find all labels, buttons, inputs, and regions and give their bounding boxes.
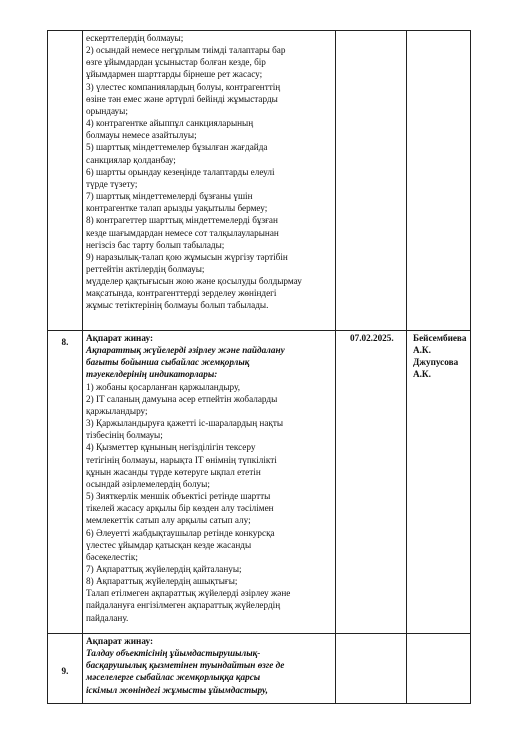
table-row-9 — [48, 634, 471, 704]
text-line: бағыты бойынша сыбайлас жемқорлық — [86, 357, 250, 368]
text-line: мүдделер қақтығысын жою және қосылуды болдырмау — [86, 276, 302, 287]
text-line: 5) Зияткерлік меншік объектісі ретінде шартты — [86, 491, 271, 502]
text-line: 5) шарттық міндеттемелер бұзылған жағдайда — [86, 142, 268, 153]
text-line: пайдалану. — [86, 612, 129, 623]
text-line: 6) Әлеуетті жабдықтаушылар ретінде конкурсқа — [86, 527, 275, 538]
text-line: тәуекелдерінің индикаторлары: — [86, 369, 218, 380]
text-line: 7) шарттық міндеттемелерді бұзғаны үшін — [86, 191, 253, 202]
responsible-name: Бейсембиева — [413, 333, 467, 343]
section-heading: Ақпарат жинау: — [86, 636, 153, 646]
text-line: 1) жобаны қосарланған қаржыландыру, — [86, 381, 240, 392]
row-number: 8. — [48, 331, 83, 634]
risk-indicators-cell — [83, 31, 336, 331]
text-line: 2) осындай немесе негұрлым тиімді талаптары бар — [86, 45, 286, 56]
text-line: мақсатында, контрагенттерді зерделеу жөніндегі — [86, 288, 277, 299]
text-line: мемлекеттік сатып алу арқылы сатып алу; — [86, 515, 251, 526]
text-line: өзге ұйымдардан ұсыныстар болған кезде, бір — [86, 57, 266, 68]
responsible-cell — [407, 634, 471, 704]
text-line: түрде түзету; — [86, 178, 138, 189]
text-line: 3) Қаржыландыруға қажетті іс-шаралардың нақты — [86, 418, 284, 429]
text-line: іскімыл жөніндегі жұмысты ұйымдастыру, — [86, 684, 268, 695]
responsible-initials: А.К. — [413, 369, 431, 380]
text-line: Талдау объектісінің ұйымдастырушылық- — [86, 648, 261, 659]
text-line: өзіне тән емес және әртүрлі бейінді жұмыстарды — [86, 93, 278, 104]
indicator-list — [86, 32, 332, 312]
text-line: 2) IT саланың дамуына әсер етпейтін жобаларды — [86, 393, 278, 404]
text-line: тетігінің болмауы, нарықта IT өнімнің түпкілікті — [86, 454, 277, 465]
risk-indicators-cell — [83, 331, 336, 634]
text-line: Ақпараттық жүйелерді әзірлеу және пайдалану — [86, 345, 285, 356]
text-line: осындай әзірлемелердің болуы; — [86, 478, 210, 489]
responsible-persons — [407, 331, 471, 634]
text-line: ұйымдармен шарттарды бірнеше рет жасасу; — [86, 69, 263, 80]
text-line: бәсекелестік; — [86, 551, 138, 562]
row-number-cell — [48, 31, 83, 331]
text-line: орындауы; — [86, 105, 128, 116]
responsible-name: Джупусова — [413, 357, 459, 368]
text-line: 9) наразылық-талап қою жұмысын жүргізу тәртібін — [86, 251, 288, 262]
text-line: 6) шартты орындау кезеңінде талаптарды елеулі — [86, 166, 275, 177]
responsible-cell — [407, 31, 471, 331]
text-line: контрагентке талап арызды уақытылы бермеу; — [86, 203, 268, 214]
table-row-prev — [48, 31, 471, 331]
section-subheading — [86, 647, 332, 696]
text-line: санкциялар қолданбау; — [86, 154, 176, 165]
row-number: 9. — [48, 634, 83, 704]
section-subheading — [86, 344, 332, 380]
text-line: басқарушылық қызметінен туындайтын өзге де — [86, 660, 285, 671]
text-line: кезде шағымдардан немесе сот талқылауларынан — [86, 227, 279, 238]
text-line: 8) контрагеттер шарттық міндеттемелерді бұзған — [86, 215, 278, 226]
text-line: жұмыс тетіктерінің болмауы болып табылады. — [86, 300, 269, 311]
deadline-date: 07.02.2025. — [336, 331, 407, 634]
indicator-list — [86, 381, 332, 624]
text-line: тізбесінің болмауы; — [86, 430, 163, 441]
responsible-initials: А.К. — [413, 345, 431, 356]
text-line: болмауы немесе азайтылуы; — [86, 130, 197, 141]
text-line: 7) Ақпараттық жүйелердің қайталануы; — [86, 563, 242, 574]
deadline-cell — [336, 31, 407, 331]
deadline-cell — [336, 634, 407, 704]
text-line: 3) үлестес компаниялардың болуы, контрагенттің — [86, 81, 281, 92]
text-line: қаржыландыру; — [86, 405, 148, 416]
text-line: ескерттелердің болмауы; — [86, 33, 184, 43]
analysis-table — [47, 30, 471, 704]
text-line: 8) Ақпараттық жүйелердің ашықтығы; — [86, 576, 238, 587]
text-line: 4) контрагентке айыппұл санкцияларының — [86, 118, 254, 129]
text-line: реттейтін актілердің болмауы; — [86, 263, 205, 274]
text-line: Талап етілмеген ақпараттық жүйелерді әзірлеу және — [86, 588, 291, 599]
text-line: мәселелерге сыбайлас жемқорлыққа қарсы — [86, 672, 261, 683]
text-line: 4) Қызметтер құнының негізділігін тексеру — [86, 442, 256, 453]
text-line: пайдалануға енгізілмеген ақпараттық жүйелердің — [86, 600, 281, 611]
section-heading: Ақпарат жинау: — [86, 333, 153, 343]
text-line: құнын жасанды түрде көтеруге ықпал ететін — [86, 466, 261, 477]
text-line: үлестес ұйымдар қатысқан кезде жасанды — [86, 539, 252, 550]
risk-indicators-cell — [83, 634, 336, 704]
text-line: тікелей жасасу арқылы бір көзден алу тәсілімен — [86, 503, 274, 514]
text-line: негізсіз бас тарту болып табылады; — [86, 239, 225, 250]
table-row-8 — [48, 331, 471, 634]
